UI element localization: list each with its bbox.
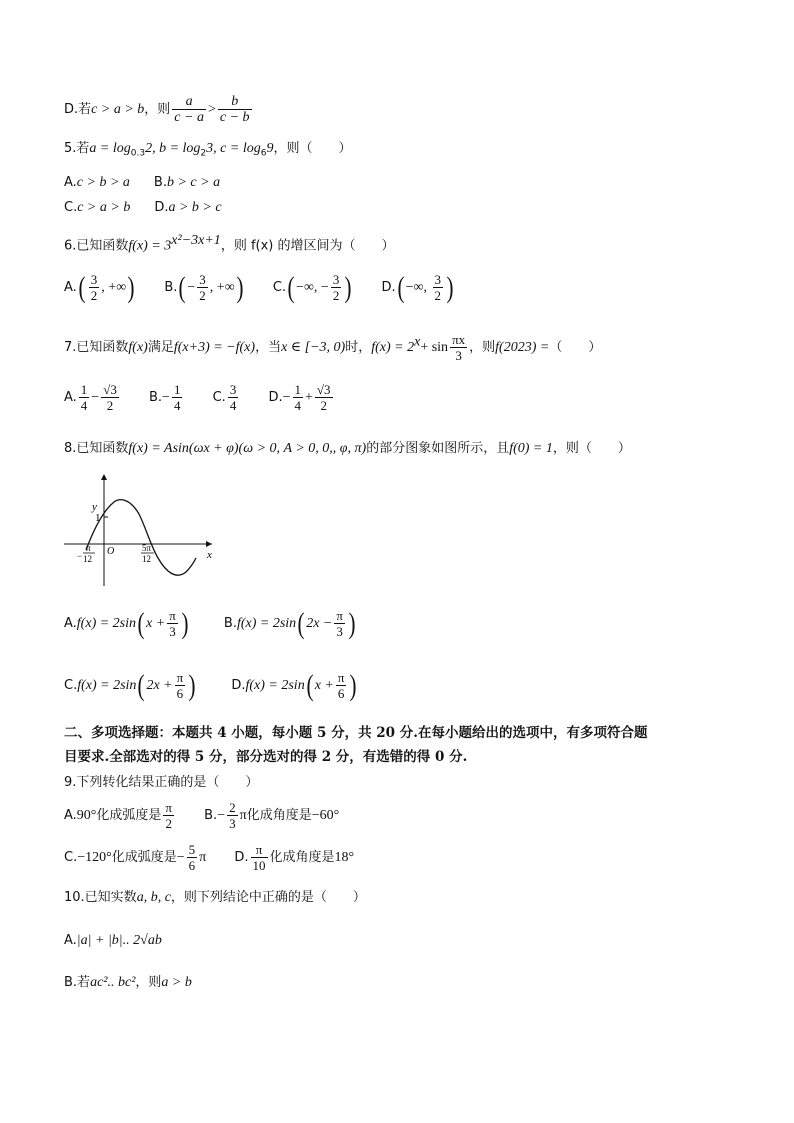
right-tick-num: 5π [142,543,152,553]
q9-options-cd: C.−120°化成弧度是− $\frac{5}{6}$ π D. $\frac{\pi}{10}$ 化成角度是18° [64,842,355,873]
q9-options-ab: A.90°化成弧度是 $\frac{\pi}{2}$ B.− $\frac{2}{3}$ π化成角度是−60° [64,800,340,831]
q6-options: A.( $\frac{3}{2}$ , +∞) B.( − $\frac{3}{2}$ , +∞) C.( −∞, − $\frac{3}{2}$ ) D.( −∞, $\frac{3}{2}$ ) [64,270,454,304]
q10-option-a: A.|a| + |b|.. 2√ab [64,933,162,948]
q5-options-cd: C.c > a > b D.a > b > c [64,200,222,215]
right-tick-den: 12 [142,554,151,564]
q10-option-b: B.若ac².. bc²，则a > b [64,975,192,990]
section2-heading-line1: 二、多项选择题：本题共 4 小题，每小题 5 分，共 20 分.在每小题给出的选项中，有多项符合题 [64,725,648,741]
q8-sine-graph [62,470,222,590]
q5-stem: 5.若$a = \log_{0.3}2$, $b = \log_23$, $c = \log_69$，则（ ） [64,141,352,159]
q7-stem: 7.已知函数f(x)满足f(x+3) = −f(x)，当x ∈ [−3, 0)时，$f(x) = 2^x+ \sin$ $\frac{\pi x}{3}$ ，则f(2023) =（ ） [64,332,602,363]
section2-heading-line2: 目要求.全部选对的得 5 分，部分选对的得 2 分，有选错的得 0 分. [64,749,468,765]
left-tick-den: 12 [83,554,92,564]
sine-curve [86,500,196,576]
q7-options: A. $\frac{1}{4}$ − $\frac{√3}{2}$ B.− $\frac{1}{4}$ C. $\frac{3}{4}$ D.− $\frac{1}{4}$ + $\frac{√3}{2}$ [64,382,331,413]
q9-stem: 9.下列转化结果正确的是（ ） [64,775,259,790]
q8-options-cd: C.f(x) = 2sin( 2x + $\frac{\pi}{6}$ ) D.f(x) = 2sin( x + $\frac{\pi}{6}$ ) [64,668,357,702]
left-tick-sign: − [77,551,83,561]
y-label: y [92,501,97,513]
origin-label: O [107,546,115,557]
q5-options-ab: A.c > b > a B.b > c > a [64,175,221,190]
x-axis-arrow [206,541,212,547]
q8-stem: 8.已知函数f(x) = Asin(ωx + φ)(ω > 0, A > 0, 0,, φ, π)的部分图象如图所示，且f(0) = 1，则（ ） [64,441,631,456]
x-label: x [207,549,212,561]
left-tick-num: π [86,543,91,553]
y-value-one: 1 [95,512,101,524]
q4-option-d: D.若c > a > b，则 $\frac{a}{c - a}$ > $\frac{b}{c - b}$ [64,94,250,125]
q10-stem: 10.已知实数a, b, c，则下列结论中正确的是（ ） [64,890,366,905]
q8-options-ab: A.f(x) = 2sin( x + $\frac{\pi}{3}$ ) B.f(x) = 2sin( 2x − $\frac{\pi}{3}$ ) [64,606,356,640]
q6-stem: 6.已知函数$f(x) = 3^{x^2-3x+1}$，则 f(x) 的增区间为（ ） [64,233,395,254]
y-axis-arrow [101,474,107,480]
